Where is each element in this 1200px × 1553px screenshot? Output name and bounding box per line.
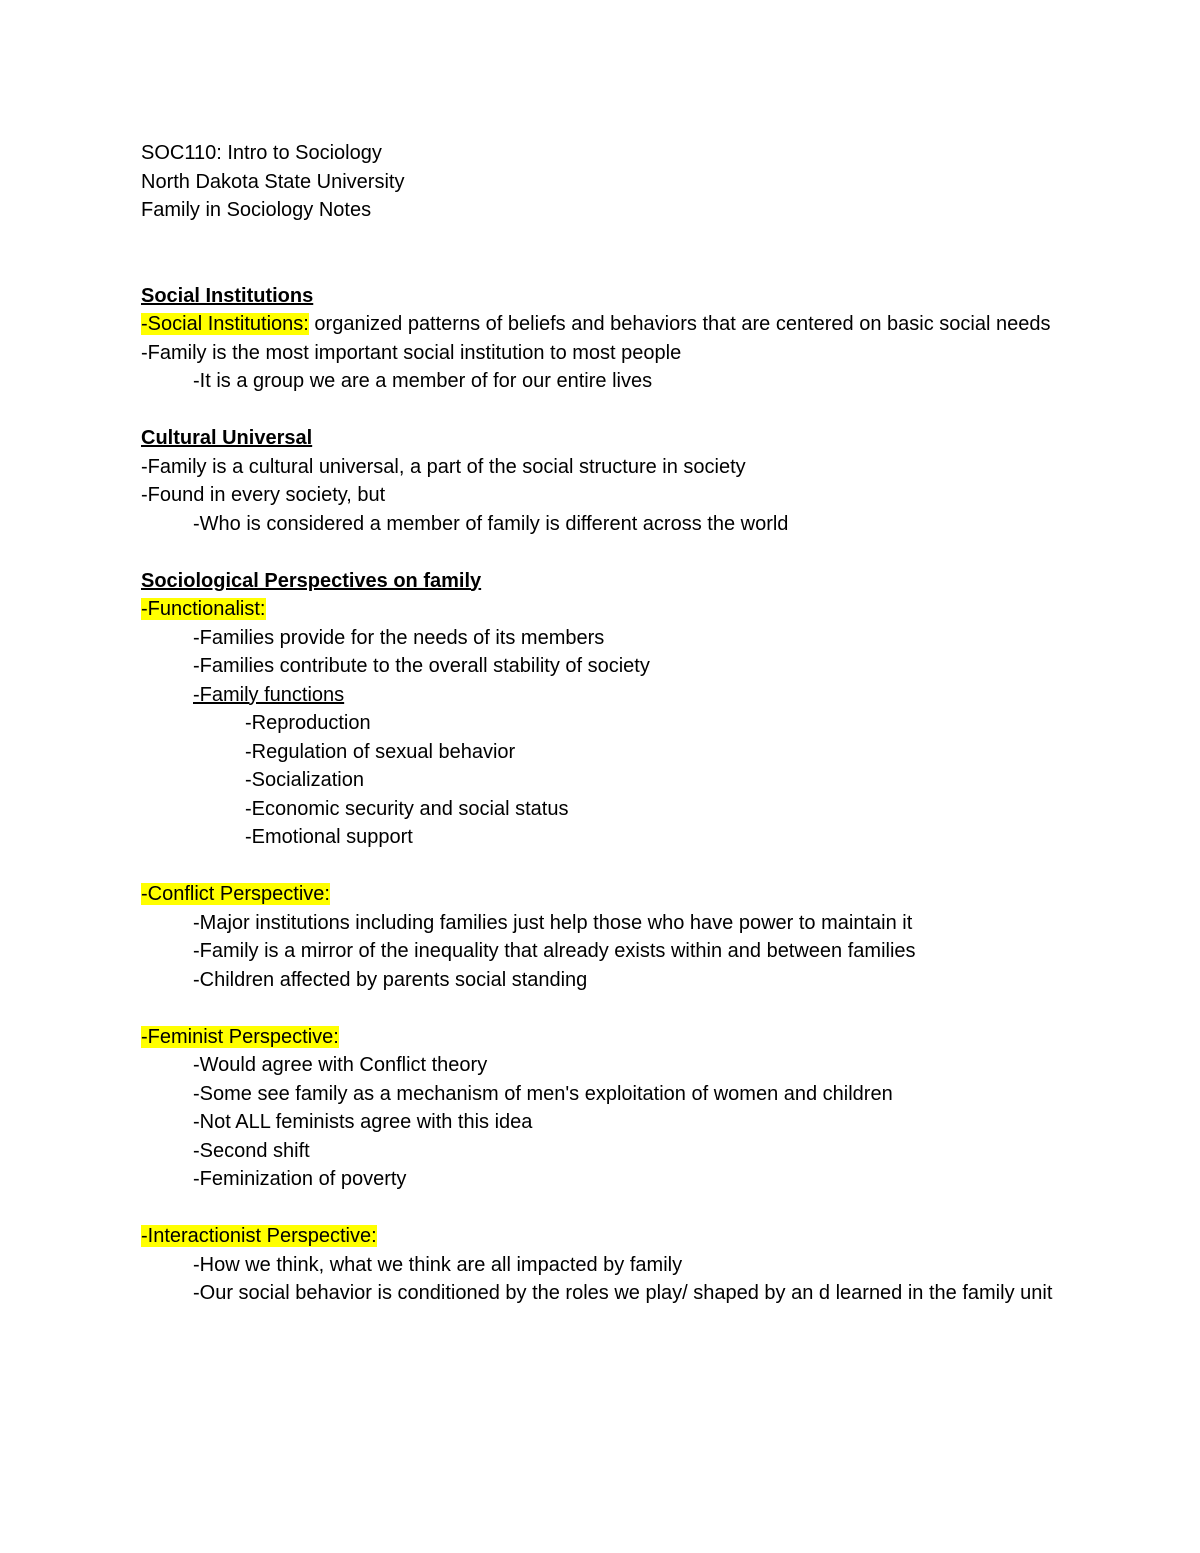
function-item: -Emotional support	[245, 826, 413, 848]
note-line: -Not ALL feminists agree with this idea	[193, 1111, 533, 1133]
function-item: -Economic security and social status	[245, 797, 569, 820]
definition-social-institutions	[141, 310, 1081, 339]
conflict-label	[141, 880, 1081, 909]
heading-social-institutions: Social Institutions	[141, 284, 314, 307]
interactionist-label	[141, 1222, 1081, 1251]
note-line: -Some see family as a mechanism of men's exploitation of women and children	[193, 1082, 893, 1105]
note-line: -Family is the most important social institution to most people	[141, 341, 682, 364]
note-line: -Feminization of poverty	[193, 1168, 407, 1190]
document-title: Family in Sociology Notes	[141, 199, 372, 221]
note-line: -Second shift	[193, 1139, 310, 1162]
functionalist-label	[141, 595, 1081, 624]
note-line: -Families provide for the needs of its members	[193, 626, 605, 649]
note-line: -Who is considered a member of family is different across the world	[193, 512, 789, 535]
note-line: -Our social behavior is conditioned by the roles we play/ shaped by an d learned in the family unit	[193, 1282, 1053, 1304]
university-name: North Dakota State University	[141, 170, 405, 193]
note-line: -Family is a mirror of the inequality that already exists within and between families	[193, 940, 916, 962]
note-line: -How we think, what we think are all impacted by family	[193, 1253, 683, 1276]
highlighted-term: -Conflict Perspective:	[141, 883, 330, 905]
definition-text: organized patterns of beliefs and behaviors that are centered on basic social needs	[308, 313, 1051, 335]
highlighted-term: -Feminist Perspective:	[141, 1025, 339, 1048]
highlighted-term: -Interactionist Perspective:	[141, 1225, 377, 1247]
note-line: -Family is a cultural universal, a part of the social structure in society	[141, 455, 746, 478]
function-item: -Socialization	[245, 769, 364, 791]
note-line: -Major institutions including families just help those who have power to maintain it	[193, 911, 913, 934]
spacer	[141, 225, 1081, 282]
note-line: -It is a group we are a member of for our entire lives	[193, 370, 653, 392]
function-item: -Regulation of sexual behavior	[245, 740, 516, 763]
document-body	[141, 139, 1081, 1308]
course-title: SOC110: Intro to Sociology	[141, 142, 382, 164]
note-line: -Families contribute to the overall stability of society	[193, 655, 650, 677]
spacer	[141, 538, 1081, 567]
spacer	[141, 1194, 1081, 1223]
note-line: -Would agree with Conflict theory	[193, 1054, 488, 1076]
feminist-label	[141, 1023, 1081, 1052]
note-line: -Children affected by parents social standing	[193, 968, 588, 991]
heading-cultural-universal: Cultural Universal	[141, 427, 313, 449]
spacer	[141, 396, 1081, 425]
spacer	[141, 852, 1081, 881]
highlighted-term: -Functionalist:	[141, 598, 266, 620]
note-line: -Found in every society, but	[141, 484, 386, 506]
function-item: -Reproduction	[245, 712, 371, 734]
spacer	[141, 994, 1081, 1023]
highlighted-term: -Social Institutions:	[141, 313, 309, 335]
family-functions-label: -Family functions	[193, 683, 345, 706]
heading-sociological-perspectives: Sociological Perspectives on family	[141, 569, 482, 592]
